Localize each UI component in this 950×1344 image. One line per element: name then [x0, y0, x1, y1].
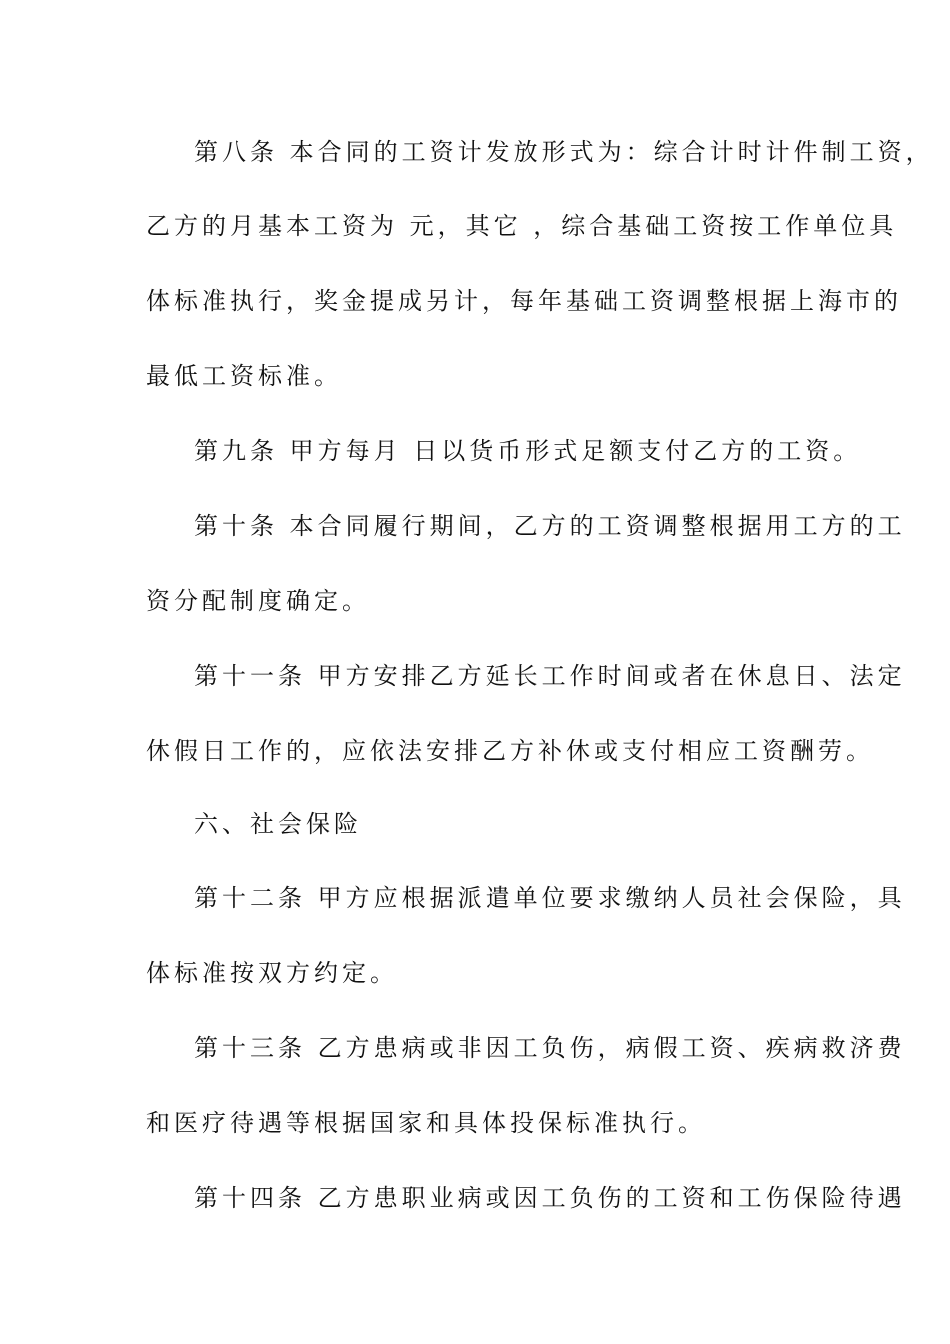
article-11-line-2: 休假日工作的，应依法安排乙方补休或支付相应工资酬劳。 [146, 737, 874, 765]
article-13-line-2: 和医疗待遇等根据国家和具体投保标准执行。 [146, 1109, 706, 1137]
article-8-line-3: 体标准执行，奖金提成另计，每年基础工资调整根据上海市的 [146, 287, 902, 315]
article-14-line-1: 第十四条 乙方患职业病或因工负伤的工资和工伤保险待遇 [194, 1184, 906, 1212]
article-12-line-2: 体标准按双方约定。 [146, 959, 398, 987]
article-10-line-2: 资分配制度确定。 [146, 587, 370, 615]
article-11-line-1: 第十一条 甲方安排乙方延长工作时间或者在休息日、法定 [194, 662, 906, 690]
article-8-line-2: 乙方的月基本工资为 元，其它 ，综合基础工资按工作单位具 [146, 212, 898, 240]
section-six-heading: 六、社会保险 [194, 810, 362, 838]
article-8-line-4: 最低工资标准。 [146, 362, 342, 390]
article-9-line-1: 第九条 甲方每月 日以货币形式足额支付乙方的工资。 [194, 437, 862, 465]
article-13-line-1: 第十三条 乙方患病或非因工负伤，病假工资、疾病救济费 [194, 1034, 906, 1062]
article-8-line-1: 第八条 本合同的工资计发放形式为：综合计时计件制工资， [194, 138, 934, 166]
article-12-line-1: 第十二条 甲方应根据派遣单位要求缴纳人员社会保险，具 [194, 884, 906, 912]
article-10-line-1: 第十条 本合同履行期间，乙方的工资调整根据用工方的工 [194, 512, 906, 540]
